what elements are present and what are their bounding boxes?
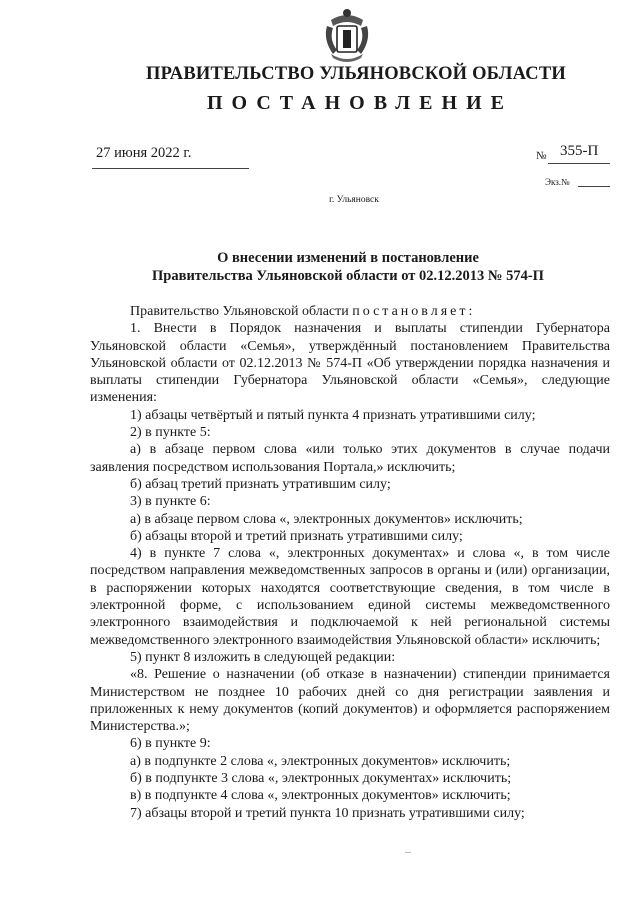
list-item: в) в подпункте 4 слова «, электронных документов» исключить; <box>130 788 511 804</box>
list-item: 6) в пункте 9: <box>130 736 211 752</box>
list-item: б) абзац третий признать утратившим силу; <box>130 476 391 492</box>
document-date: 27 июня 2022 г. <box>96 145 192 161</box>
date-underline <box>92 168 249 169</box>
list-item: а) в подпункте 2 слова «, электронных документов» исключить; <box>130 753 511 769</box>
list-item: 2) в пункте 5: <box>130 425 211 441</box>
city: г. Ульяновск <box>329 195 379 205</box>
paragraph: 1. Внести в Порядок назначения и выплаты стипендии Губернатора Ульяновской области «Семья», утверждённый постановлением Правительства Ульяновской области от 02.12.2013 № 574-П «Об утверждении порядка назначения и выплаты стипендии Губернатора Ульяновской области «Семья», следующие изменения: <box>90 321 610 406</box>
document-heading <box>96 249 600 285</box>
list-item: 1) абзацы четвёртый и пятый пункта 4 признать утратившими силу; <box>130 407 536 423</box>
list-item: 5) пункт 8 изложить в следующей редакции: <box>130 649 396 665</box>
list-item: 7) абзацы второй и третий пункта 10 признать утратившими силу; <box>130 805 525 821</box>
preamble <box>90 303 610 320</box>
scan-mark <box>405 852 411 853</box>
document-number: 355-П <box>560 143 599 159</box>
preamble-subject: Правительство Ульяновской области <box>130 304 349 319</box>
copy-number-underline <box>578 186 610 187</box>
list-item: б) абзацы второй и третий признать утратившими силу; <box>130 528 463 544</box>
list-item: 3) в пункте 6: <box>130 494 211 510</box>
preamble-verb: постановляет: <box>352 304 476 319</box>
quoted-paragraph: «8. Решение о назначении (об отказе в назначении) стипендии принимается Министерством не позднее 10 рабочих дней со дня регистрации заявления и приложенных к нему документов (копий документов) и оформляется распоряжением Министерства.»; <box>90 667 610 735</box>
list-item: 4) в пункте 7 слова «, электронных документах» и слова «, в том числе посредством направления межведомственных запросов в органы и (или) организации, в распоряжении которых находятся соответствующие сведения, в том числе в электронной форме, с использованием единой системы межведомственного электронного взаимодействия и подключаемой к ней региональной системы межведомственного электронного взаимодействия Ульяновской области» исключить; <box>90 546 610 648</box>
copy-number-label: Экз.№ <box>545 177 570 187</box>
number-sign: № <box>536 150 547 162</box>
list-item: а) в абзаце первом слова «или только этих документов в случае подачи заявления посредством использования Портала,» исключить; <box>90 442 610 475</box>
document-type: ПОСТАНОВЛЕНИЕ <box>207 92 513 114</box>
coat-of-arms-icon <box>321 6 373 64</box>
document-body <box>90 303 610 822</box>
number-underline <box>548 163 610 164</box>
government-title: ПРАВИТЕЛЬСТВО УЛЬЯНОВСКОЙ ОБЛАСТИ <box>146 64 566 84</box>
heading-line-1: О внесении изменений в постановление <box>217 250 479 266</box>
list-item: б) в подпункте 3 слова «, электронных документах» исключить; <box>130 771 512 787</box>
heading-line-2: Правительства Ульяновской области от 02.12.2013 № 574-П <box>152 268 544 284</box>
list-item: а) в абзаце первом слова «, электронных документов» исключить; <box>130 511 523 527</box>
